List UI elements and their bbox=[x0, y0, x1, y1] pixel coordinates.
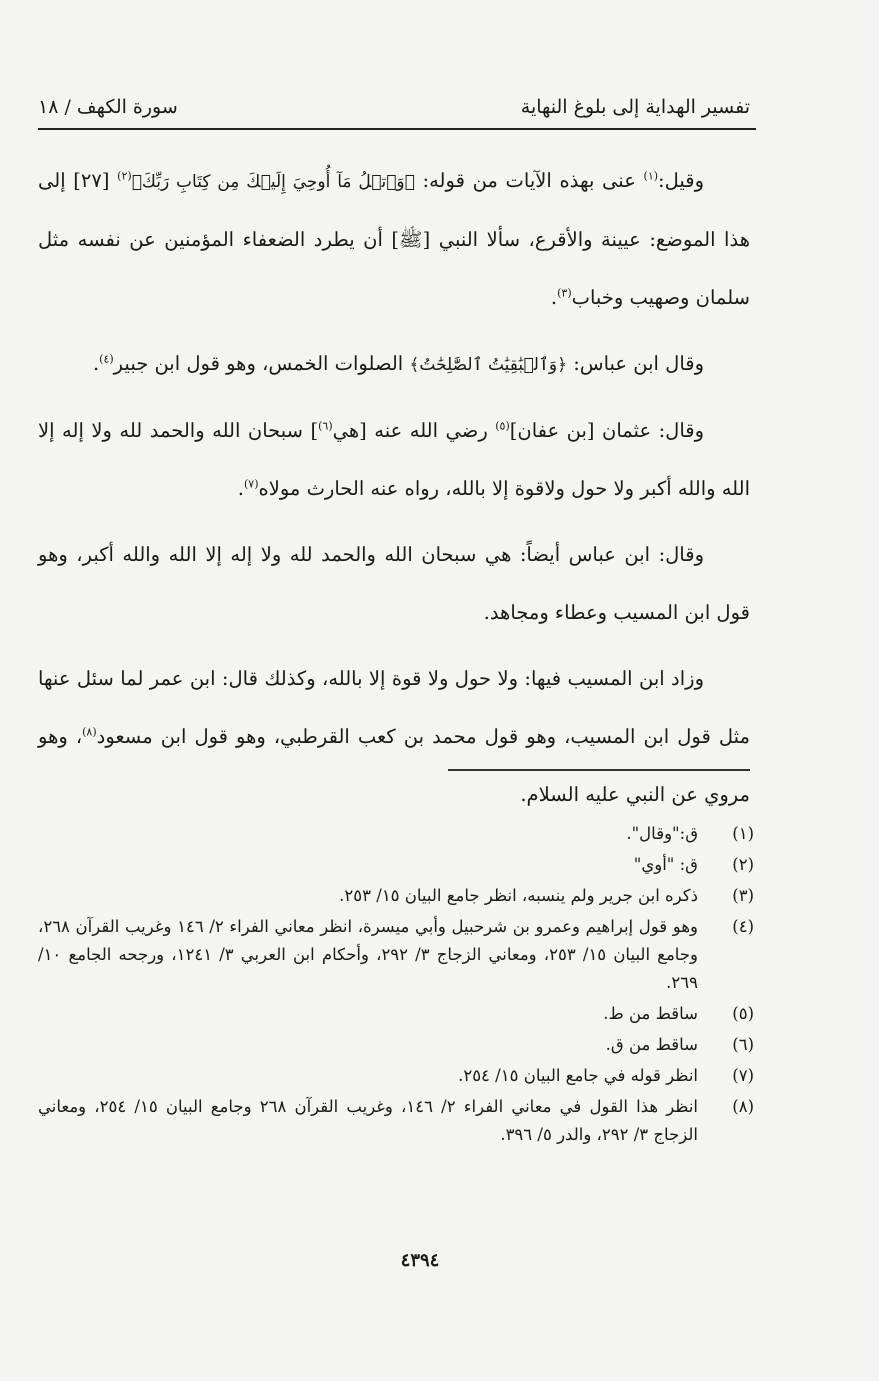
header-rule bbox=[38, 128, 756, 130]
main-text bbox=[38, 152, 750, 832]
footnote-marker: (٥) bbox=[495, 419, 510, 433]
paragraph-3: وقال: عثمان [بن عفان]$^{(٥)}$ رضي الله عنه [هي$^{(٦)}$] سبحان الله والحمد لله ولا إله إلا الله والله أكبر ولا حول ولاقوة إلا بالله، رواه عنه الحارث مولاه$^{(٧)}$. bbox=[38, 419, 750, 500]
footnote: (٢) ق: "أوي" bbox=[633, 855, 754, 874]
footnote: (٣) ذكره ابن جرير ولم ينسبه، انظر جامع البيان ١٥/ ٢٥٣. bbox=[339, 886, 754, 905]
footnote-marker: (٢) bbox=[117, 169, 132, 183]
footnote-marker: (٨) bbox=[82, 725, 97, 739]
page-number: ٤٣٩٤ bbox=[400, 1250, 440, 1271]
footnote: (٦) ساقط من ق. bbox=[605, 1035, 754, 1054]
footnote-marker: (٣) bbox=[557, 286, 572, 300]
footnote-marker: (٧) bbox=[244, 477, 259, 491]
paragraph-4: وقال: ابن عباس أيضاً: هي سبحان الله والحمد لله ولا إله إلا الله والله أكبر، وهو قول ابن المسيب وعطاء ومجاهد. bbox=[38, 543, 750, 624]
footnote: (٧) انظر قوله في جامع البيان ١٥/ ٢٥٤. bbox=[458, 1066, 754, 1085]
footnotes bbox=[38, 820, 754, 1152]
paragraph-2: وقال ابن عباس: ﴿وَٱلۡبَٰقِيَٰتُ ٱلصَّٰلِحَٰتُ﴾ الصلوات الخمس، وهو قول ابن جبير$^{(٤)}$. bbox=[92, 352, 704, 375]
footnote: (٤) وهو قول إبراهيم وعمرو بن شرحبيل وأبي ميسرة، انظر معاني الفراء ٢/ ١٤٦ وغريب القرآن ٢٦٨، وجامع البيان ١٥/ ٢٥٣، ومعاني الزجاج ٣/ ٢٩٢، وأحكام ابن العربي ٣/ ١٢٤١، ورجحه الجامع ١٠/ ٢٦٩. bbox=[38, 917, 754, 992]
book-title: تفسير الهداية إلى بلوغ النهاية bbox=[520, 96, 750, 118]
quran-verse: ﴿وَٱلۡبَٰقِيَٰتُ ٱلصَّٰلِحَٰتُ﴾ bbox=[409, 355, 568, 375]
footnote: (٥) ساقط من ط. bbox=[603, 1004, 754, 1023]
surah-label: سورة الكهف / ١٨ bbox=[38, 96, 178, 118]
footnote: (٨) انظر هذا القول في معاني الفراء ٢/ ١٤٦، وغريب القرآن ٢٦٨ وجامع البيان ١٥/ ٢٥٤، ومعاني الزجاج ٣/ ٢٩٢، والدر ٥/ ٣٩٦. bbox=[38, 1097, 754, 1144]
footnote-marker: (٤) bbox=[99, 352, 114, 366]
footnote-separator bbox=[448, 769, 750, 771]
running-header bbox=[38, 96, 750, 126]
footnote-marker: (٦) bbox=[318, 419, 333, 433]
footnote: (١) ق:"وقال". bbox=[626, 824, 754, 843]
quran-verse: ﴿وَٱتۡلُ مَآ أُوحِيَ إِلَيۡكَ مِن كِتَابِ رَبِّكَ﴾ bbox=[131, 172, 415, 192]
paragraph-5: وزاد ابن المسيب فيها: ولا حول ولا قوة إلا بالله، وكذلك قال: ابن عمر لما سئل عنها مثل قول ابن المسيب، وهو قول محمد بن كعب القرطبي، وهو قول ابن مسعود$^{(٨)}$، وهو مروي عن النبي عليه السلام. bbox=[38, 667, 750, 806]
paragraph-1: وقيل:$^{(١)}$ عنى بهذه الآيات من قوله: ﴿وَٱتۡلُ مَآ أُوحِيَ إِلَيۡكَ مِن كِتَابِ رَبِّكَ﴾$^{(٢)}$ [٢٧] إلى هذا الموضع: عيينة والأقرع، سألا النبي [ﷺ] أن يطرد الضعفاء المؤمنين عن نفسه مثل سلمان وصهيب وخباب$^{(٣)}$. bbox=[38, 169, 750, 309]
footnote-marker: (١) bbox=[643, 169, 659, 183]
